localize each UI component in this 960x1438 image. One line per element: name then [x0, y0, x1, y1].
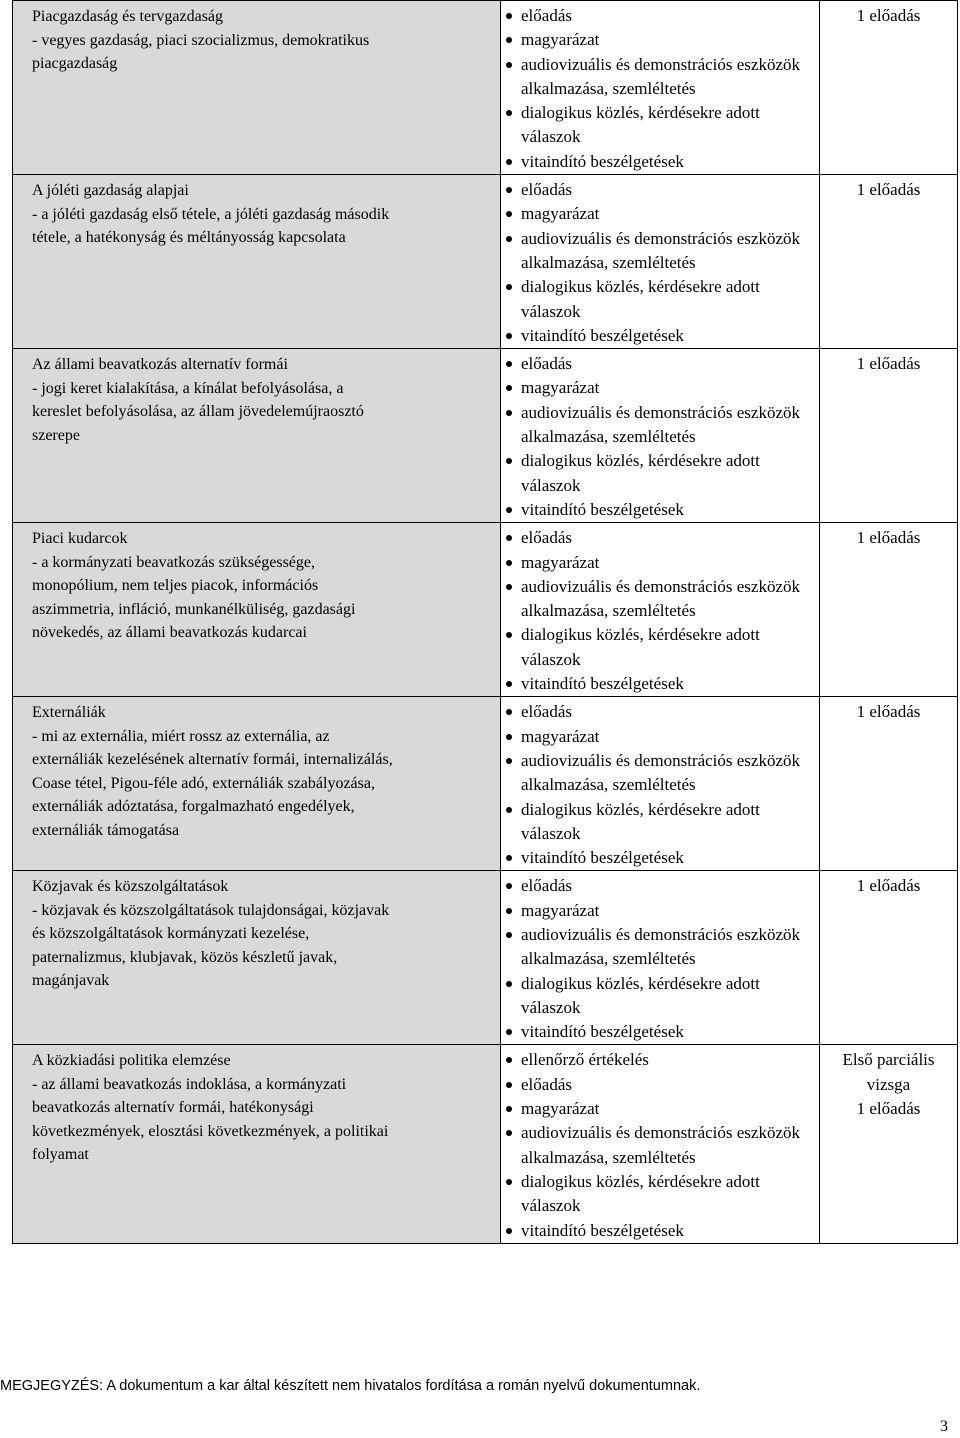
method-item: vitaindító beszélgetések [506, 498, 819, 522]
topic-title: Az állami beavatkozás alternatív formái [32, 356, 288, 374]
hours-line: 1 előadás [856, 354, 921, 374]
methods-list [501, 175, 819, 348]
methods-list [501, 349, 819, 522]
topic-description-line: aszimmetria, infláció, munkanélküliség, gazdasági [32, 600, 356, 618]
topic-title: A közkiadási politika elemzése [32, 1052, 231, 1070]
topic-description-line: és közszolgáltatások kormányzati kezelése, [32, 925, 310, 943]
topic-description-line: - közjavak és közszolgáltatások tulajdonságai, közjavak [32, 901, 390, 919]
method-item: ellenőrző értékelés [506, 1048, 819, 1072]
hours-cell [820, 1, 958, 175]
hours-cell [820, 871, 958, 1045]
method-item: audiovizuális és demonstrációs eszközök alkalmazása, szemléltetés [506, 923, 819, 972]
topic-text [13, 1045, 500, 1167]
topic-title: Externáliák [32, 704, 106, 722]
topic-text [13, 523, 500, 645]
method-item: magyarázat [506, 202, 819, 226]
method-item: vitaindító beszélgetések [506, 1219, 819, 1243]
method-item: magyarázat [506, 899, 819, 923]
hours-text [820, 349, 957, 376]
hours-cell [820, 523, 958, 697]
topic-cell [13, 697, 501, 871]
hours-line: 1 előadás [856, 528, 921, 548]
method-item: dialogikus közlés, kérdésekre adott válaszok [506, 275, 819, 324]
topic-text [13, 697, 500, 842]
methods-cell [501, 175, 820, 349]
topic-description-line: magánjavak [32, 972, 110, 990]
method-item: előadás [506, 4, 819, 28]
method-item: magyarázat [506, 376, 819, 400]
topic-row [13, 871, 958, 1045]
method-item: audiovizuális és demonstrációs eszközök alkalmazása, szemléltetés [506, 53, 819, 102]
hours-line: 1 előadás [856, 876, 921, 896]
topic-description-line: beavatkozás alternatív formái, hatékonysági [32, 1099, 314, 1117]
topic-cell [13, 175, 501, 349]
topic-description-line: tétele, a hatékonyság és méltányosság kapcsolata [32, 229, 346, 247]
method-item: előadás [506, 700, 819, 724]
hours-cell [820, 1045, 958, 1243]
topic-description-line: szerepe [32, 426, 80, 444]
method-item: vitaindító beszélgetések [506, 324, 819, 348]
hours-line: 1 előadás [856, 1099, 921, 1119]
hours-text [820, 1, 957, 28]
hours-line: 1 előadás [856, 180, 921, 200]
method-item: előadás [506, 352, 819, 376]
hours-text [820, 1045, 957, 1121]
topic-cell [13, 523, 501, 697]
methods-cell [501, 1045, 820, 1243]
topic-title: A jóléti gazdaság alapjai [32, 182, 189, 200]
methods-list [501, 697, 819, 870]
methods-cell [501, 523, 820, 697]
method-item: audiovizuális és demonstrációs eszközök alkalmazása, szemléltetés [506, 575, 819, 624]
method-item: dialogikus közlés, kérdésekre adott válaszok [506, 449, 819, 498]
topic-title: Piacgazdaság és tervgazdaság [32, 8, 224, 25]
method-item: audiovizuális és demonstrációs eszközök alkalmazása, szemléltetés [506, 749, 819, 798]
footnote: MEGJEGYZÉS: A dokumentum a kar által készített nem hivatalos fordítása a román nyelvű dokumentumnak. [0, 1378, 701, 1394]
hours-text [820, 175, 957, 202]
topic-text [13, 871, 500, 993]
topic-row [13, 349, 958, 523]
topic-row [13, 697, 958, 871]
topic-description-line: paternalizmus, klubjavak, közös készletű javak, [32, 948, 338, 966]
topic-description-line: - a kormányzati beavatkozás szükségessége, [32, 553, 315, 571]
method-item: magyarázat [506, 725, 819, 749]
method-item: audiovizuális és demonstrációs eszközök alkalmazása, szemléltetés [506, 1121, 819, 1170]
topic-description-line: - mi az externália, miért rossz az externália, az [32, 727, 330, 745]
hours-line: Első parciális [842, 1050, 935, 1070]
topic-description-line: növekedés, az állami beavatkozás kudarcai [32, 624, 307, 642]
topic-description-line: - a jóléti gazdaság első tétele, a jóléti gazdaság második [32, 205, 390, 223]
hours-text [820, 871, 957, 898]
topic-description-line: - jogi keret kialakítása, a kínálat befolyásolása, a [32, 379, 344, 397]
method-item: előadás [506, 178, 819, 202]
topic-description-line: Coase tétel, Pigou-féle adó, externáliák szabályozása, [32, 774, 375, 792]
topic-row [13, 1, 958, 175]
topic-description-line: - az állami beavatkozás indoklása, a kormányzati [32, 1075, 347, 1093]
topic-title: Közjavak és közszolgáltatások [32, 878, 229, 896]
syllabus-table [12, 0, 958, 1244]
methods-cell [501, 871, 820, 1045]
method-item: dialogikus közlés, kérdésekre adott válaszok [506, 623, 819, 672]
topic-row [13, 1045, 958, 1243]
topic-description-line: kereslet befolyásolása, az állam jövedelemújraosztó [32, 403, 364, 421]
topic-description-line: piacgazdaság [32, 55, 118, 72]
method-item: előadás [506, 1073, 819, 1097]
table-body [13, 1, 958, 1244]
topic-text [13, 349, 500, 447]
method-item: magyarázat [506, 28, 819, 52]
hours-cell [820, 697, 958, 871]
method-item: előadás [506, 874, 819, 898]
topic-cell [13, 871, 501, 1045]
method-item: magyarázat [506, 551, 819, 575]
method-item: audiovizuális és demonstrációs eszközök alkalmazása, szemléltetés [506, 227, 819, 276]
hours-line: 1 előadás [856, 702, 921, 722]
methods-list [501, 871, 819, 1044]
topic-description-line: következmények, elosztási következmények, a politikai [32, 1122, 389, 1140]
hours-line: vizsga [866, 1074, 911, 1094]
topic-description-line: monopólium, nem teljes piacok, információs [32, 577, 319, 595]
method-item: vitaindító beszélgetések [506, 846, 819, 870]
hours-text [820, 697, 957, 724]
method-item: dialogikus közlés, kérdésekre adott válaszok [506, 1170, 819, 1219]
methods-list [501, 523, 819, 696]
method-item: magyarázat [506, 1097, 819, 1121]
topic-cell [13, 349, 501, 523]
topic-description-line: externáliák kezelésének alternatív formái, internalizálás, [32, 751, 393, 769]
topic-row [13, 175, 958, 349]
method-item: dialogikus közlés, kérdésekre adott válaszok [506, 972, 819, 1021]
topic-cell [13, 1, 501, 175]
topic-text [13, 1, 500, 76]
topic-row [13, 523, 958, 697]
hours-line: 1 előadás [856, 6, 921, 25]
methods-cell [501, 697, 820, 871]
hours-text [820, 523, 957, 550]
method-item: vitaindító beszélgetések [506, 672, 819, 696]
method-item: vitaindító beszélgetések [506, 150, 819, 174]
method-item: vitaindító beszélgetések [506, 1020, 819, 1044]
method-item: előadás [506, 526, 819, 550]
methods-list [501, 1045, 819, 1242]
hours-cell [820, 175, 958, 349]
method-item: audiovizuális és demonstrációs eszközök alkalmazása, szemléltetés [506, 401, 819, 450]
topic-description-line: externáliák támogatása [32, 821, 180, 839]
topic-title: Piaci kudarcok [32, 530, 128, 548]
methods-cell [501, 349, 820, 523]
hours-cell [820, 349, 958, 523]
page-number: 3 [940, 1418, 948, 1435]
topic-description-line: externáliák adóztatása, forgalmazható engedélyek, [32, 798, 355, 816]
topic-description-line: folyamat [32, 1146, 89, 1164]
methods-list [501, 1, 819, 174]
method-item: dialogikus közlés, kérdésekre adott válaszok [506, 101, 819, 150]
topic-text [13, 175, 500, 250]
topic-description-line: - vegyes gazdaság, piaci szocializmus, demokratikus [32, 31, 370, 49]
topic-cell [13, 1045, 501, 1243]
method-item: dialogikus közlés, kérdésekre adott válaszok [506, 798, 819, 847]
methods-cell [501, 1, 820, 175]
